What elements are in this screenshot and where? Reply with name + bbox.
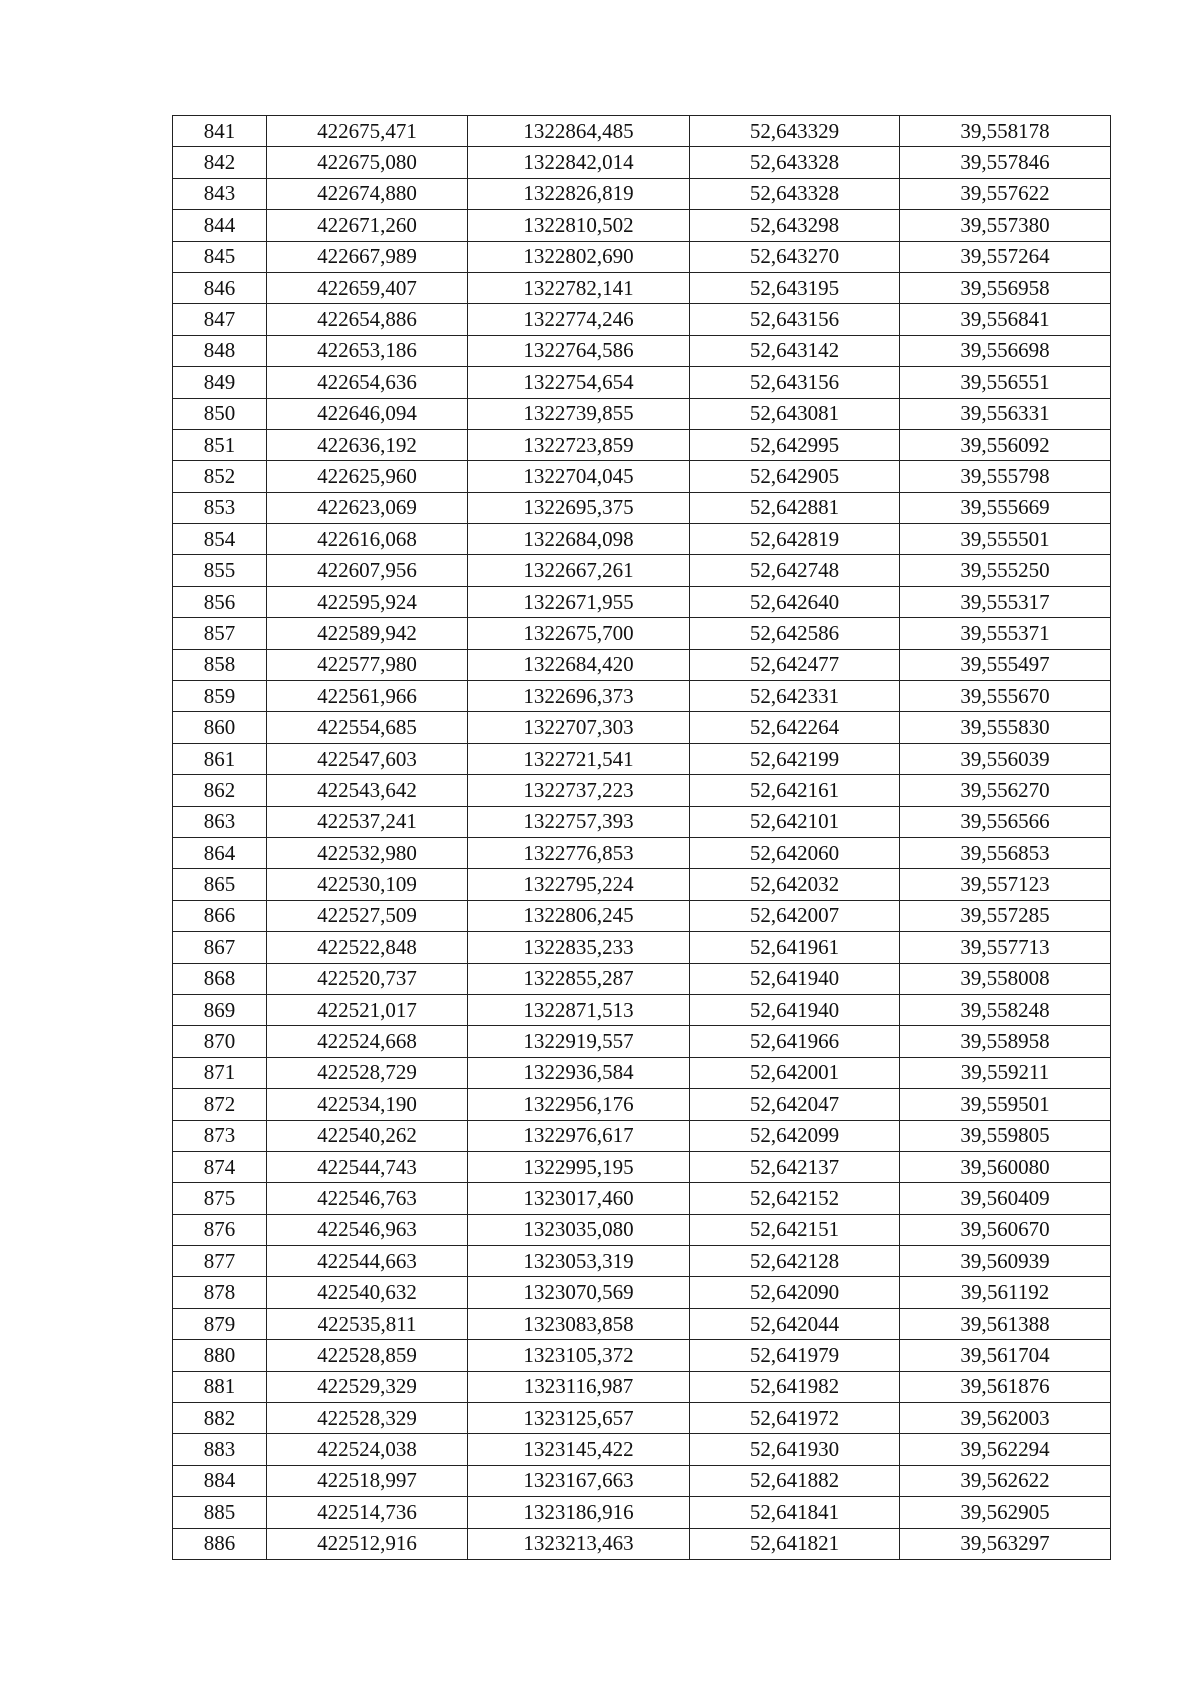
table-row [173,618,1111,649]
point-number-cell: 846 [173,272,267,303]
point-number-cell: 844 [173,210,267,241]
table-row [173,304,1111,335]
latitude-cell: 52,642819 [690,524,900,555]
x-coordinate-cell: 422529,329 [267,1371,468,1402]
y-coordinate-cell: 1322704,045 [468,461,690,492]
point-number-cell: 862 [173,775,267,806]
y-coordinate-cell: 1322684,098 [468,524,690,555]
latitude-cell: 52,643156 [690,367,900,398]
table-row [173,1371,1111,1402]
latitude-cell: 52,642101 [690,806,900,837]
table-row [173,649,1111,680]
point-number-cell: 869 [173,994,267,1025]
y-coordinate-cell: 1323213,463 [468,1528,690,1559]
latitude-cell: 52,642128 [690,1246,900,1277]
y-coordinate-cell: 1322667,261 [468,555,690,586]
latitude-cell: 52,643329 [690,116,900,147]
longitude-cell: 39,558958 [900,1026,1111,1057]
y-coordinate-cell: 1322764,586 [468,335,690,366]
latitude-cell: 52,641979 [690,1340,900,1371]
table-row [173,1434,1111,1465]
latitude-cell: 52,641930 [690,1434,900,1465]
point-number-cell: 854 [173,524,267,555]
y-coordinate-cell: 1323116,987 [468,1371,690,1402]
x-coordinate-cell: 422554,685 [267,712,468,743]
longitude-cell: 39,555798 [900,461,1111,492]
table-row [173,1497,1111,1528]
longitude-cell: 39,557285 [900,900,1111,931]
longitude-cell: 39,558248 [900,994,1111,1025]
x-coordinate-cell: 422547,603 [267,743,468,774]
table-row [173,1120,1111,1151]
table-row [173,335,1111,366]
point-number-cell: 880 [173,1340,267,1371]
point-number-cell: 872 [173,1089,267,1120]
table-row [173,1246,1111,1277]
latitude-cell: 52,641841 [690,1497,900,1528]
y-coordinate-cell: 1323125,657 [468,1403,690,1434]
point-number-cell: 885 [173,1497,267,1528]
x-coordinate-cell: 422514,736 [267,1497,468,1528]
latitude-cell: 52,643156 [690,304,900,335]
table-row [173,1151,1111,1182]
longitude-cell: 39,556551 [900,367,1111,398]
table-row [173,178,1111,209]
table-row [173,900,1111,931]
x-coordinate-cell: 422544,663 [267,1246,468,1277]
x-coordinate-cell: 422521,017 [267,994,468,1025]
x-coordinate-cell: 422675,080 [267,147,468,178]
longitude-cell: 39,559805 [900,1120,1111,1151]
longitude-cell: 39,557380 [900,210,1111,241]
point-number-cell: 851 [173,429,267,460]
table-row [173,1057,1111,1088]
latitude-cell: 52,643298 [690,210,900,241]
point-number-cell: 843 [173,178,267,209]
longitude-cell: 39,555371 [900,618,1111,649]
latitude-cell: 52,642047 [690,1089,900,1120]
point-number-cell: 866 [173,900,267,931]
y-coordinate-cell: 1322776,853 [468,837,690,868]
x-coordinate-cell: 422524,668 [267,1026,468,1057]
point-number-cell: 882 [173,1403,267,1434]
longitude-cell: 39,561704 [900,1340,1111,1371]
table-row [173,586,1111,617]
longitude-cell: 39,562905 [900,1497,1111,1528]
x-coordinate-cell: 422595,924 [267,586,468,617]
point-number-cell: 849 [173,367,267,398]
longitude-cell: 39,556331 [900,398,1111,429]
latitude-cell: 52,641882 [690,1465,900,1496]
table-row [173,524,1111,555]
point-number-cell: 876 [173,1214,267,1245]
point-number-cell: 865 [173,869,267,900]
y-coordinate-cell: 1323145,422 [468,1434,690,1465]
longitude-cell: 39,562003 [900,1403,1111,1434]
coordinates-table-body [173,116,1111,1560]
longitude-cell: 39,556958 [900,272,1111,303]
y-coordinate-cell: 1322721,541 [468,743,690,774]
latitude-cell: 52,642995 [690,429,900,460]
longitude-cell: 39,560080 [900,1151,1111,1182]
longitude-cell: 39,560670 [900,1214,1111,1245]
y-coordinate-cell: 1322696,373 [468,681,690,712]
latitude-cell: 52,642007 [690,900,900,931]
point-number-cell: 861 [173,743,267,774]
y-coordinate-cell: 1323186,916 [468,1497,690,1528]
point-number-cell: 860 [173,712,267,743]
latitude-cell: 52,643328 [690,147,900,178]
table-row [173,461,1111,492]
coordinates-table [172,115,1111,1560]
y-coordinate-cell: 1323070,569 [468,1277,690,1308]
x-coordinate-cell: 422667,989 [267,241,468,272]
point-number-cell: 864 [173,837,267,868]
latitude-cell: 52,641940 [690,994,900,1025]
y-coordinate-cell: 1322871,513 [468,994,690,1025]
x-coordinate-cell: 422537,241 [267,806,468,837]
latitude-cell: 52,642199 [690,743,900,774]
y-coordinate-cell: 1322774,246 [468,304,690,335]
y-coordinate-cell: 1323017,460 [468,1183,690,1214]
latitude-cell: 52,643328 [690,178,900,209]
table-row [173,555,1111,586]
y-coordinate-cell: 1322684,420 [468,649,690,680]
longitude-cell: 39,557264 [900,241,1111,272]
longitude-cell: 39,557123 [900,869,1111,900]
point-number-cell: 871 [173,1057,267,1088]
x-coordinate-cell: 422528,859 [267,1340,468,1371]
point-number-cell: 848 [173,335,267,366]
y-coordinate-cell: 1322695,375 [468,492,690,523]
x-coordinate-cell: 422653,186 [267,335,468,366]
x-coordinate-cell: 422546,763 [267,1183,468,1214]
latitude-cell: 52,642640 [690,586,900,617]
latitude-cell: 52,643270 [690,241,900,272]
x-coordinate-cell: 422589,942 [267,618,468,649]
y-coordinate-cell: 1322754,654 [468,367,690,398]
x-coordinate-cell: 422518,997 [267,1465,468,1496]
table-row [173,775,1111,806]
table-row [173,712,1111,743]
y-coordinate-cell: 1322723,859 [468,429,690,460]
longitude-cell: 39,556566 [900,806,1111,837]
latitude-cell: 52,643195 [690,272,900,303]
x-coordinate-cell: 422607,956 [267,555,468,586]
x-coordinate-cell: 422528,329 [267,1403,468,1434]
point-number-cell: 870 [173,1026,267,1057]
x-coordinate-cell: 422625,960 [267,461,468,492]
latitude-cell: 52,642099 [690,1120,900,1151]
x-coordinate-cell: 422675,471 [267,116,468,147]
longitude-cell: 39,555497 [900,649,1111,680]
point-number-cell: 881 [173,1371,267,1402]
latitude-cell: 52,642905 [690,461,900,492]
point-number-cell: 884 [173,1465,267,1496]
latitude-cell: 52,642032 [690,869,900,900]
point-number-cell: 853 [173,492,267,523]
longitude-cell: 39,556841 [900,304,1111,335]
longitude-cell: 39,556092 [900,429,1111,460]
latitude-cell: 52,641961 [690,932,900,963]
x-coordinate-cell: 422534,190 [267,1089,468,1120]
point-number-cell: 868 [173,963,267,994]
point-number-cell: 877 [173,1246,267,1277]
latitude-cell: 52,642331 [690,681,900,712]
point-number-cell: 857 [173,618,267,649]
x-coordinate-cell: 422512,916 [267,1528,468,1559]
x-coordinate-cell: 422543,642 [267,775,468,806]
latitude-cell: 52,642881 [690,492,900,523]
table-row [173,869,1111,900]
y-coordinate-cell: 1322757,393 [468,806,690,837]
latitude-cell: 52,641966 [690,1026,900,1057]
longitude-cell: 39,561388 [900,1308,1111,1339]
point-number-cell: 847 [173,304,267,335]
y-coordinate-cell: 1323167,663 [468,1465,690,1496]
latitude-cell: 52,643142 [690,335,900,366]
longitude-cell: 39,562622 [900,1465,1111,1496]
latitude-cell: 52,642161 [690,775,900,806]
point-number-cell: 856 [173,586,267,617]
point-number-cell: 855 [173,555,267,586]
longitude-cell: 39,563297 [900,1528,1111,1559]
y-coordinate-cell: 1322835,233 [468,932,690,963]
x-coordinate-cell: 422671,260 [267,210,468,241]
x-coordinate-cell: 422540,632 [267,1277,468,1308]
x-coordinate-cell: 422527,509 [267,900,468,931]
longitude-cell: 39,555670 [900,681,1111,712]
y-coordinate-cell: 1322936,584 [468,1057,690,1088]
longitude-cell: 39,555317 [900,586,1111,617]
longitude-cell: 39,555250 [900,555,1111,586]
latitude-cell: 52,641972 [690,1403,900,1434]
x-coordinate-cell: 422654,636 [267,367,468,398]
x-coordinate-cell: 422654,886 [267,304,468,335]
latitude-cell: 52,643081 [690,398,900,429]
latitude-cell: 52,642151 [690,1214,900,1245]
table-row [173,210,1111,241]
table-row [173,1465,1111,1496]
x-coordinate-cell: 422544,743 [267,1151,468,1182]
point-number-cell: 863 [173,806,267,837]
point-number-cell: 873 [173,1120,267,1151]
latitude-cell: 52,641982 [690,1371,900,1402]
y-coordinate-cell: 1322739,855 [468,398,690,429]
latitude-cell: 52,642477 [690,649,900,680]
y-coordinate-cell: 1322826,819 [468,178,690,209]
longitude-cell: 39,558008 [900,963,1111,994]
longitude-cell: 39,557713 [900,932,1111,963]
table-row [173,932,1111,963]
point-number-cell: 841 [173,116,267,147]
x-coordinate-cell: 422659,407 [267,272,468,303]
point-number-cell: 859 [173,681,267,712]
table-row [173,1277,1111,1308]
longitude-cell: 39,555830 [900,712,1111,743]
x-coordinate-cell: 422532,980 [267,837,468,868]
table-row [173,963,1111,994]
table-row [173,994,1111,1025]
longitude-cell: 39,560409 [900,1183,1111,1214]
point-number-cell: 878 [173,1277,267,1308]
latitude-cell: 52,642152 [690,1183,900,1214]
longitude-cell: 39,562294 [900,1434,1111,1465]
y-coordinate-cell: 1322707,303 [468,712,690,743]
latitude-cell: 52,641821 [690,1528,900,1559]
longitude-cell: 39,556698 [900,335,1111,366]
y-coordinate-cell: 1322810,502 [468,210,690,241]
latitude-cell: 52,642060 [690,837,900,868]
longitude-cell: 39,559501 [900,1089,1111,1120]
y-coordinate-cell: 1322864,485 [468,116,690,147]
y-coordinate-cell: 1322802,690 [468,241,690,272]
longitude-cell: 39,558178 [900,116,1111,147]
y-coordinate-cell: 1323105,372 [468,1340,690,1371]
longitude-cell: 39,561876 [900,1371,1111,1402]
x-coordinate-cell: 422530,109 [267,869,468,900]
point-number-cell: 879 [173,1308,267,1339]
x-coordinate-cell: 422546,963 [267,1214,468,1245]
x-coordinate-cell: 422524,038 [267,1434,468,1465]
longitude-cell: 39,559211 [900,1057,1111,1088]
point-number-cell: 867 [173,932,267,963]
table-row [173,1308,1111,1339]
point-number-cell: 875 [173,1183,267,1214]
y-coordinate-cell: 1322795,224 [468,869,690,900]
table-row [173,1089,1111,1120]
y-coordinate-cell: 1323053,319 [468,1246,690,1277]
table-row [173,1528,1111,1559]
y-coordinate-cell: 1322782,141 [468,272,690,303]
x-coordinate-cell: 422616,068 [267,524,468,555]
latitude-cell: 52,641940 [690,963,900,994]
latitude-cell: 52,642264 [690,712,900,743]
table-row [173,116,1111,147]
point-number-cell: 874 [173,1151,267,1182]
x-coordinate-cell: 422623,069 [267,492,468,523]
y-coordinate-cell: 1322855,287 [468,963,690,994]
longitude-cell: 39,557622 [900,178,1111,209]
table-row [173,492,1111,523]
table-row [173,398,1111,429]
point-number-cell: 883 [173,1434,267,1465]
point-number-cell: 852 [173,461,267,492]
x-coordinate-cell: 422528,729 [267,1057,468,1088]
table-row [173,1340,1111,1371]
table-row [173,367,1111,398]
longitude-cell: 39,555669 [900,492,1111,523]
longitude-cell: 39,556270 [900,775,1111,806]
table-row [173,837,1111,868]
y-coordinate-cell: 1322842,014 [468,147,690,178]
x-coordinate-cell: 422535,811 [267,1308,468,1339]
table-row [173,272,1111,303]
longitude-cell: 39,561192 [900,1277,1111,1308]
table-row [173,1026,1111,1057]
longitude-cell: 39,556853 [900,837,1111,868]
latitude-cell: 52,642001 [690,1057,900,1088]
x-coordinate-cell: 422646,094 [267,398,468,429]
table-row [173,806,1111,837]
longitude-cell: 39,556039 [900,743,1111,774]
latitude-cell: 52,642044 [690,1308,900,1339]
table-row [173,241,1111,272]
point-number-cell: 858 [173,649,267,680]
y-coordinate-cell: 1322737,223 [468,775,690,806]
point-number-cell: 886 [173,1528,267,1559]
point-number-cell: 845 [173,241,267,272]
y-coordinate-cell: 1322976,617 [468,1120,690,1151]
y-coordinate-cell: 1323083,858 [468,1308,690,1339]
y-coordinate-cell: 1323035,080 [468,1214,690,1245]
y-coordinate-cell: 1322956,176 [468,1089,690,1120]
latitude-cell: 52,642090 [690,1277,900,1308]
table-row [173,1214,1111,1245]
table-row [173,1183,1111,1214]
y-coordinate-cell: 1322919,557 [468,1026,690,1057]
longitude-cell: 39,560939 [900,1246,1111,1277]
latitude-cell: 52,642137 [690,1151,900,1182]
x-coordinate-cell: 422674,880 [267,178,468,209]
x-coordinate-cell: 422636,192 [267,429,468,460]
x-coordinate-cell: 422520,737 [267,963,468,994]
x-coordinate-cell: 422522,848 [267,932,468,963]
table-row [173,147,1111,178]
table-row [173,681,1111,712]
longitude-cell: 39,557846 [900,147,1111,178]
y-coordinate-cell: 1322995,195 [468,1151,690,1182]
y-coordinate-cell: 1322806,245 [468,900,690,931]
latitude-cell: 52,642586 [690,618,900,649]
point-number-cell: 850 [173,398,267,429]
point-number-cell: 842 [173,147,267,178]
y-coordinate-cell: 1322671,955 [468,586,690,617]
x-coordinate-cell: 422577,980 [267,649,468,680]
table-row [173,429,1111,460]
longitude-cell: 39,555501 [900,524,1111,555]
table-row [173,743,1111,774]
x-coordinate-cell: 422540,262 [267,1120,468,1151]
y-coordinate-cell: 1322675,700 [468,618,690,649]
table-row [173,1403,1111,1434]
latitude-cell: 52,642748 [690,555,900,586]
x-coordinate-cell: 422561,966 [267,681,468,712]
